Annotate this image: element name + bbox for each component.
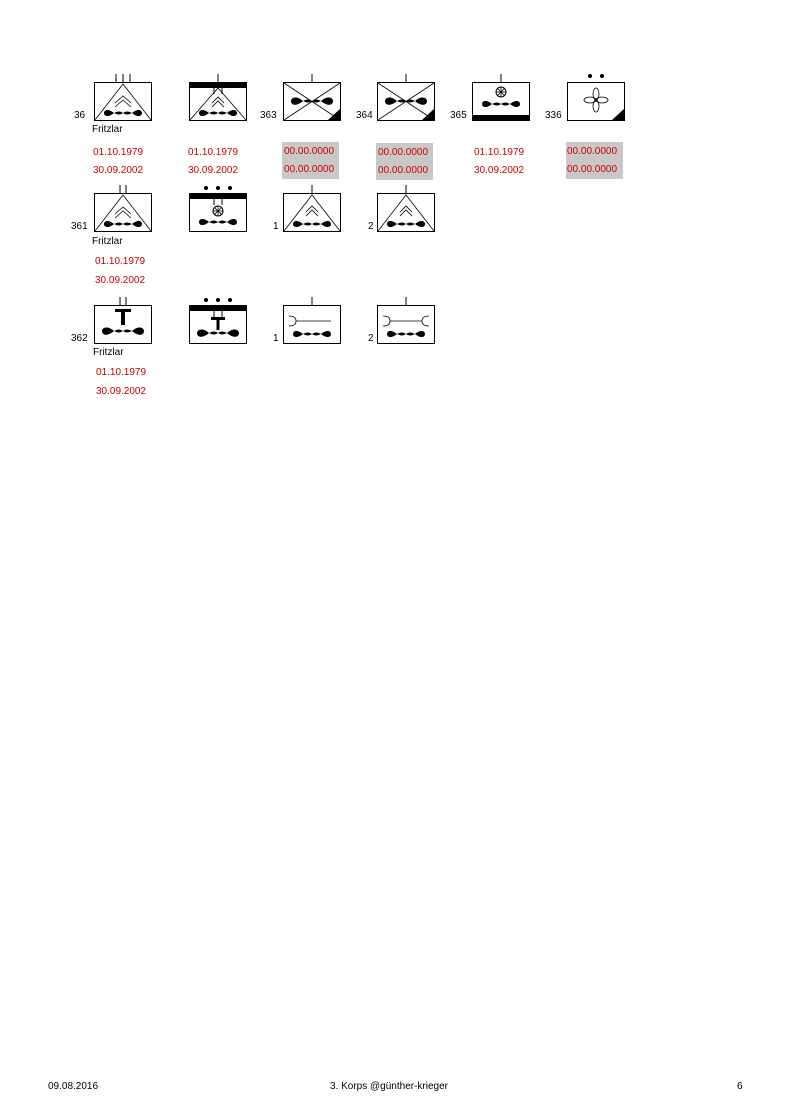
unit-number: 364 (356, 110, 373, 121)
start-date: 01.10.1979 (95, 256, 146, 267)
start-date: 01.10.1979 (188, 147, 239, 158)
paratrooper-company-icon (283, 183, 341, 233)
armored-paratrooper-icon (283, 72, 341, 122)
unit-number: 2 (368, 221, 374, 232)
end-date: 00.00.0000 (567, 164, 618, 175)
end-date: 00.00.0000 (378, 165, 429, 176)
footer-title: 3. Korps @günther-krieger (330, 1081, 448, 1092)
paratrooper-fighter-brigade-hq-icon (94, 72, 152, 122)
unit-number: 336 (545, 110, 562, 121)
start-date: 00.00.0000 (567, 146, 618, 157)
unit-location: Fritzlar (92, 124, 123, 135)
unit-number: 365 (450, 110, 467, 121)
page-number: 6 (737, 1081, 743, 1092)
armored-paratrooper-icon (377, 72, 435, 122)
paratrooper-fighter-icon (94, 183, 152, 233)
wheeled-paratrooper-icon (472, 72, 530, 122)
antitank-hq-company-icon (189, 295, 247, 345)
end-date: 30.09.2002 (188, 165, 239, 176)
start-date: 00.00.0000 (284, 146, 335, 157)
unit-number: 1 (273, 221, 279, 232)
start-date: 01.10.1979 (93, 147, 144, 158)
unit-number: 363 (260, 110, 277, 121)
unit-number: 36 (74, 110, 86, 121)
wrench-company-icon (283, 295, 341, 345)
unit-number: 361 (71, 221, 88, 232)
footer-date: 09.08.2016 (48, 1081, 99, 1092)
propeller-unit-icon (567, 72, 625, 122)
antitank-paratrooper-icon (94, 295, 152, 345)
wrench-company-icon (377, 295, 435, 345)
end-date: 00.00.0000 (284, 164, 335, 175)
unit-location: Fritzlar (93, 347, 124, 358)
paratrooper-company-icon (377, 183, 435, 233)
unit-number: 2 (368, 333, 374, 344)
unit-number: 1 (273, 333, 279, 344)
unit-location: Fritzlar (92, 236, 123, 247)
start-date: 01.10.1979 (474, 147, 525, 158)
end-date: 30.09.2002 (96, 386, 147, 397)
supply-company-icon (189, 183, 247, 233)
start-date: 00.00.0000 (378, 147, 429, 158)
paratrooper-fighter-hq-icon (189, 72, 247, 122)
unit-number: 362 (71, 333, 88, 344)
end-date: 30.09.2002 (93, 165, 144, 176)
end-date: 30.09.2002 (95, 275, 146, 286)
end-date: 30.09.2002 (474, 165, 525, 176)
start-date: 01.10.1979 (96, 367, 147, 378)
